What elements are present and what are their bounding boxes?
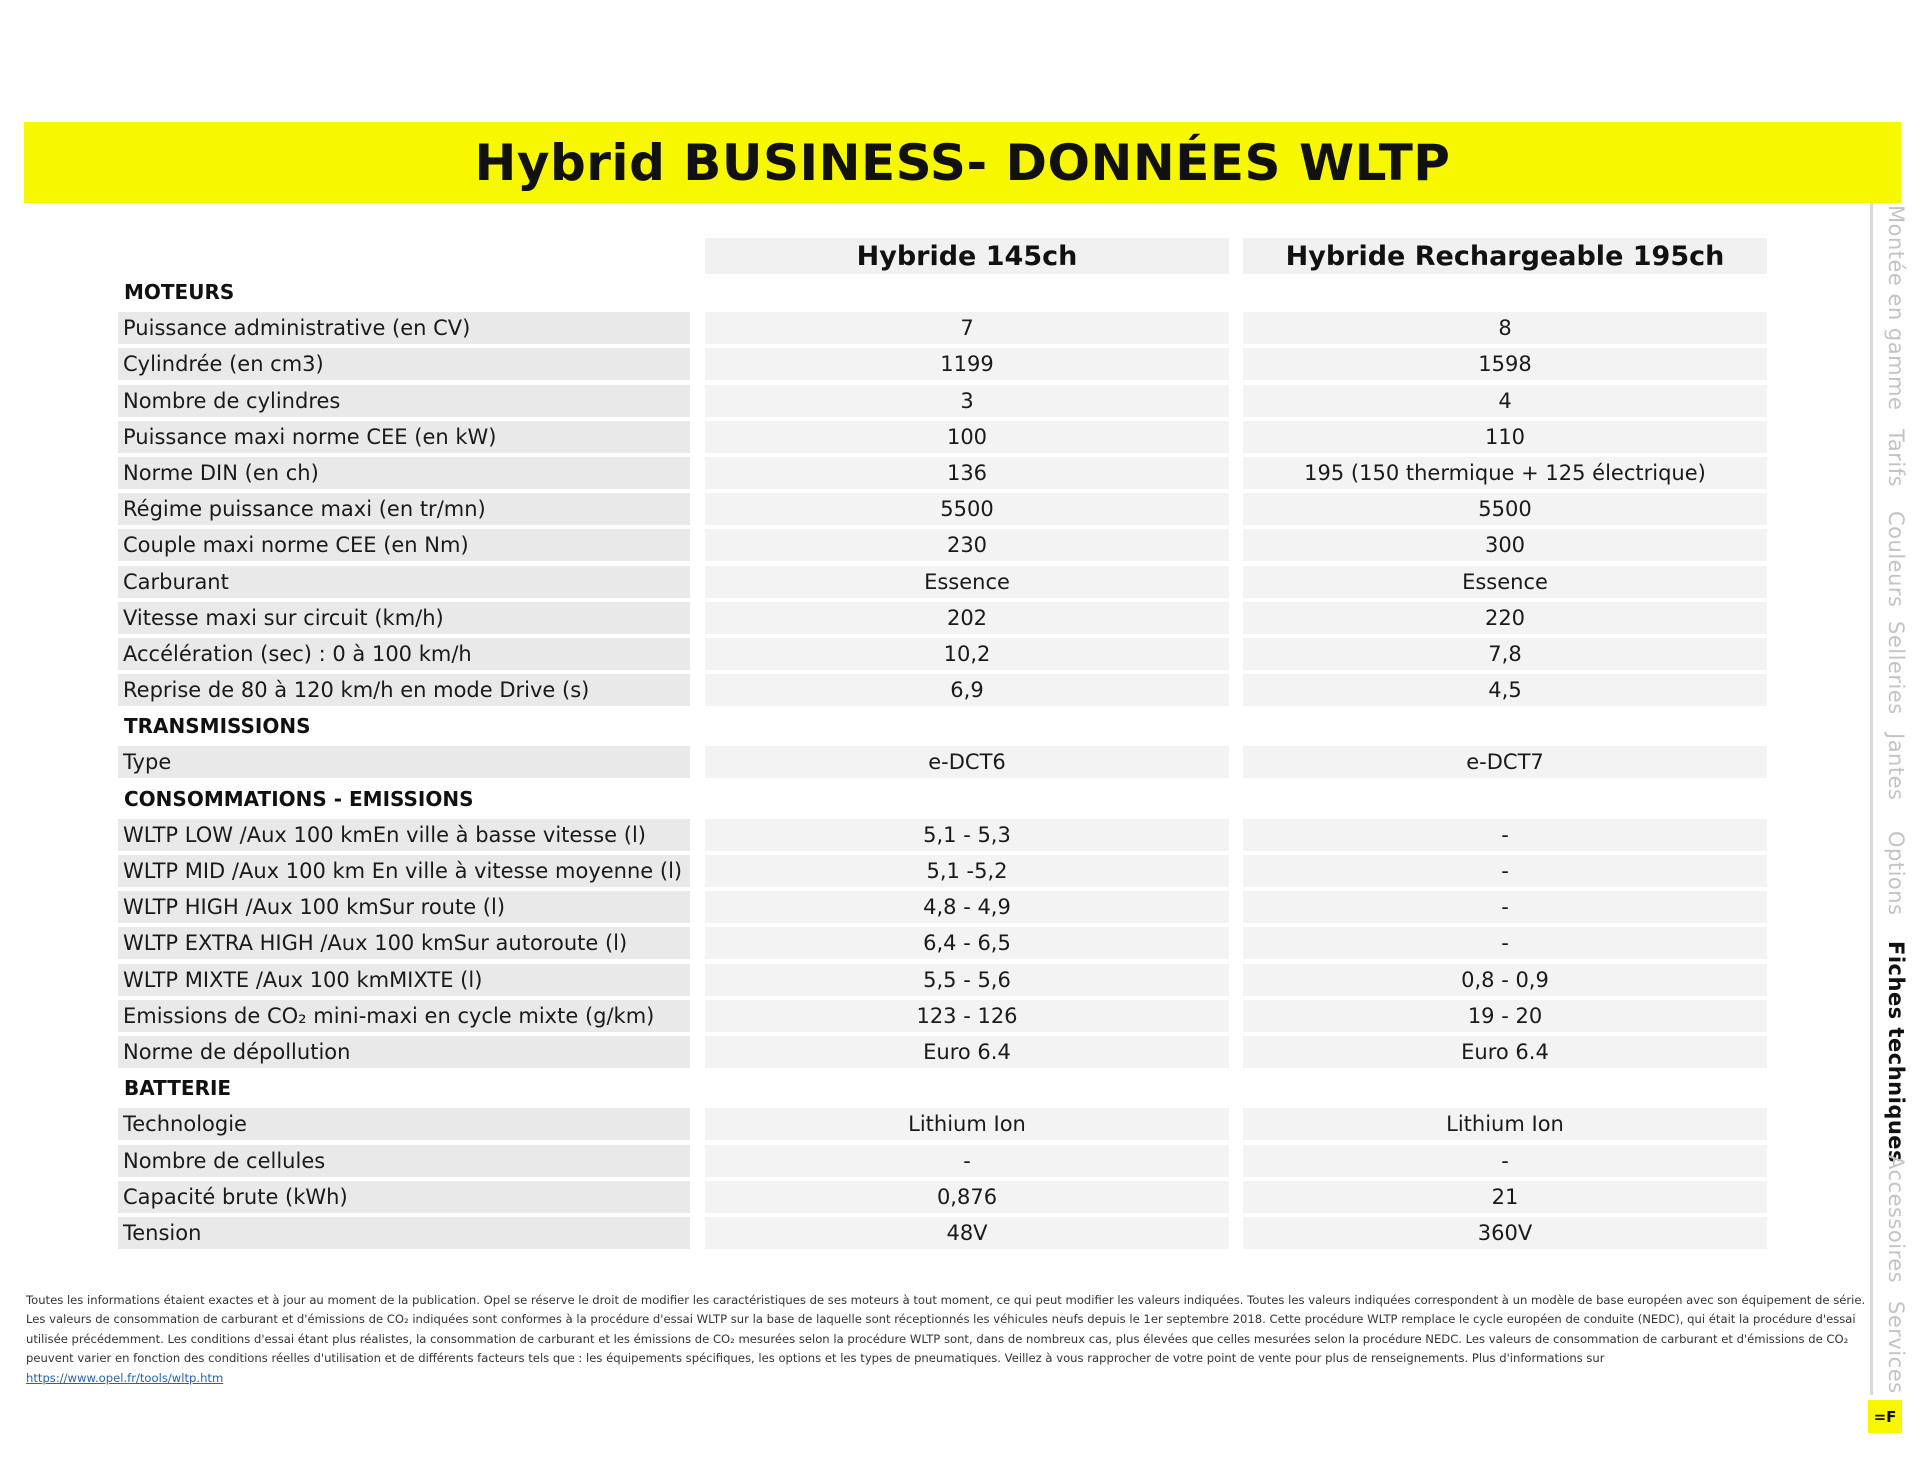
value-hybride-rechargeable-195: 4,5 bbox=[1243, 674, 1767, 706]
value-hybride-rechargeable-195: 300 bbox=[1243, 529, 1767, 561]
table-row bbox=[118, 672, 1768, 708]
table-row bbox=[118, 1034, 1768, 1070]
side-nav-item-selleries[interactable]: Selleries bbox=[1884, 621, 1908, 715]
table-row bbox=[118, 889, 1768, 925]
value-hybride-145: 5500 bbox=[705, 493, 1229, 525]
wltp-info-link[interactable]: https://www.opel.fr/tools/wltp.htm bbox=[26, 1370, 224, 1385]
value-hybride-145: 202 bbox=[705, 602, 1229, 634]
row-label: Carburant bbox=[118, 566, 690, 598]
table-row bbox=[118, 744, 1768, 780]
value-hybride-rechargeable-195: 195 (150 thermique + 125 électrique) bbox=[1243, 457, 1767, 489]
value-hybride-rechargeable-195: Essence bbox=[1243, 566, 1767, 598]
title-banner bbox=[24, 122, 1901, 203]
value-hybride-145: 3 bbox=[705, 385, 1229, 417]
side-nav-item-tarifs[interactable]: Tarifs bbox=[1884, 429, 1908, 488]
row-label: Puissance administrative (en CV) bbox=[118, 312, 690, 344]
table-row bbox=[118, 600, 1768, 636]
value-hybride-rechargeable-195: 4 bbox=[1243, 385, 1767, 417]
value-hybride-145: 7 bbox=[705, 312, 1229, 344]
row-label: Norme de dépollution bbox=[118, 1036, 690, 1068]
table-row bbox=[118, 455, 1768, 491]
value-hybride-rechargeable-195: e-DCT7 bbox=[1243, 746, 1767, 778]
table-row bbox=[118, 419, 1768, 455]
value-hybride-145: 48V bbox=[705, 1217, 1229, 1249]
side-nav-item-fiches-techniques[interactable]: Fiches techniques bbox=[1884, 941, 1908, 1164]
table-row bbox=[118, 962, 1768, 998]
value-hybride-rechargeable-195: 110 bbox=[1243, 421, 1767, 453]
table-row bbox=[118, 310, 1768, 346]
value-hybride-145: 4,8 - 4,9 bbox=[705, 891, 1229, 923]
column-header-hybride-rechargeable-195: Hybride Rechargeable 195ch bbox=[1243, 238, 1767, 274]
value-hybride-145: 230 bbox=[705, 529, 1229, 561]
table-row bbox=[118, 1215, 1768, 1251]
row-label: Reprise de 80 à 120 km/h en mode Drive (s) bbox=[118, 674, 690, 706]
table-row bbox=[118, 346, 1768, 382]
table-row bbox=[118, 925, 1768, 961]
column-header-hybride-145: Hybride 145ch bbox=[705, 238, 1229, 274]
row-label: Cylindrée (en cm3) bbox=[118, 348, 690, 380]
value-hybride-145: 1199 bbox=[705, 348, 1229, 380]
value-hybride-rechargeable-195: - bbox=[1243, 891, 1767, 923]
value-hybride-rechargeable-195: 1598 bbox=[1243, 348, 1767, 380]
value-hybride-145: 100 bbox=[705, 421, 1229, 453]
value-hybride-145: 5,1 - 5,3 bbox=[705, 819, 1229, 851]
row-label: WLTP MID /Aux 100 km En ville à vitesse moyenne (l) bbox=[118, 855, 690, 887]
table-row bbox=[118, 998, 1768, 1034]
value-hybride-145: Euro 6.4 bbox=[705, 1036, 1229, 1068]
page-title: Hybrid BUSINESS- DONNÉES WLTP bbox=[474, 133, 1451, 192]
table-row bbox=[118, 564, 1768, 600]
section-title: TRANSMISSIONS bbox=[124, 714, 311, 739]
row-label: Nombre de cylindres bbox=[118, 385, 690, 417]
value-hybride-rechargeable-195: - bbox=[1243, 855, 1767, 887]
value-hybride-rechargeable-195: - bbox=[1243, 819, 1767, 851]
value-hybride-rechargeable-195: 360V bbox=[1243, 1217, 1767, 1249]
value-hybride-rechargeable-195: 5500 bbox=[1243, 493, 1767, 525]
value-hybride-rechargeable-195: 7,8 bbox=[1243, 638, 1767, 670]
row-label: WLTP HIGH /Aux 100 kmSur route (l) bbox=[118, 891, 690, 923]
section-title: MOTEURS bbox=[124, 280, 235, 304]
section-row bbox=[118, 781, 1768, 817]
section-row bbox=[118, 274, 1768, 310]
value-hybride-rechargeable-195: - bbox=[1243, 1145, 1767, 1177]
value-hybride-145: 136 bbox=[705, 457, 1229, 489]
row-label: WLTP LOW /Aux 100 kmEn ville à basse vitesse (l) bbox=[118, 819, 690, 851]
value-hybride-145: Lithium Ion bbox=[705, 1108, 1229, 1140]
value-hybride-rechargeable-195: 8 bbox=[1243, 312, 1767, 344]
row-label: Nombre de cellules bbox=[118, 1145, 690, 1177]
side-nav-item-options[interactable]: Options bbox=[1884, 831, 1908, 916]
side-nav-item-mont-e-en-gamme[interactable]: Montée en gamme bbox=[1884, 205, 1908, 411]
value-hybride-145: 6,9 bbox=[705, 674, 1229, 706]
row-label: Norme DIN (en ch) bbox=[118, 457, 690, 489]
table-row bbox=[118, 853, 1768, 889]
table-row bbox=[118, 1179, 1768, 1215]
section-row bbox=[118, 1070, 1768, 1106]
side-nav-item-couleurs[interactable]: Couleurs bbox=[1884, 511, 1908, 608]
table-row bbox=[118, 817, 1768, 853]
value-hybride-145: e-DCT6 bbox=[705, 746, 1229, 778]
value-hybride-145: - bbox=[705, 1145, 1229, 1177]
row-label: Accélération (sec) : 0 à 100 km/h bbox=[118, 638, 690, 670]
value-hybride-rechargeable-195: 19 - 20 bbox=[1243, 1000, 1767, 1032]
row-label: Capacité brute (kWh) bbox=[118, 1181, 690, 1213]
row-label: Puissance maxi norme CEE (en kW) bbox=[118, 421, 690, 453]
table-row bbox=[118, 527, 1768, 563]
side-navigation bbox=[1870, 203, 1920, 1403]
value-hybride-rechargeable-195: Lithium Ion bbox=[1243, 1108, 1767, 1140]
side-nav-divider bbox=[1870, 203, 1873, 1395]
spec-table bbox=[118, 274, 1768, 1251]
section-row bbox=[118, 708, 1768, 744]
value-hybride-rechargeable-195: - bbox=[1243, 927, 1767, 959]
table-row bbox=[118, 636, 1768, 672]
row-label: Couple maxi norme CEE (en Nm) bbox=[118, 529, 690, 561]
value-hybride-145: 0,876 bbox=[705, 1181, 1229, 1213]
row-label: Type bbox=[118, 746, 690, 778]
table-row bbox=[118, 491, 1768, 527]
value-hybride-145: Essence bbox=[705, 566, 1229, 598]
table-row bbox=[118, 1143, 1768, 1179]
row-label: Technologie bbox=[118, 1108, 690, 1140]
row-label: Régime puissance maxi (en tr/mn) bbox=[118, 493, 690, 525]
side-nav-item-jantes[interactable]: Jantes bbox=[1884, 733, 1908, 801]
value-hybride-rechargeable-195: 21 bbox=[1243, 1181, 1767, 1213]
side-nav-item-accessoires[interactable]: Accessoires bbox=[1884, 1155, 1908, 1284]
table-row bbox=[118, 1106, 1768, 1142]
row-label: Vitesse maxi sur circuit (km/h) bbox=[118, 602, 690, 634]
footnote bbox=[26, 1291, 1866, 1388]
side-nav-item-services[interactable]: Services bbox=[1884, 1301, 1908, 1394]
value-hybride-rechargeable-195: 0,8 - 0,9 bbox=[1243, 964, 1767, 996]
section-title: BATTERIE bbox=[124, 1076, 232, 1101]
table-row bbox=[118, 383, 1768, 419]
side-tab-marker[interactable]: =F bbox=[1868, 1400, 1902, 1433]
row-label: Emissions de CO₂ mini-maxi en cycle mixte (g/km) bbox=[118, 1000, 690, 1032]
footnote-text: Toutes les informations étaient exactes et à jour au moment de la publication. Opel se réserve le droit de modifier les caractéristiques de ses moteurs à tout moment, ce qui peut modifier les valeurs indiquées. Toutes les valeurs indiquées correspondent à un modèle de base européen avec son équipement de série. Les valeurs de consommation de carburant et d'émissions de CO₂ indiquées sont conformes à la procédure d'essai WLTP sur la base de laquelle sont réceptionnés les véhicules neufs depuis le 1er septembre 2018. Cette procédure WLTP remplace le cycle européen de conduite (NEDC), qui était la procédure d'essai utilisée précédemment. Les conditions d'essai étant plus réalistes, la consommation de carburant et les émissions de CO₂ mesurées selon la procédure WLTP sont, dans de nombreux cas, plus élevées que celles mesurées selon la procédure NEDC. Les valeurs de consommation de carburant et d'émissions de CO₂ peuvent varier en fonction des conditions réelles d'utilisation et de différents facteurs tels que : les équipements spécifiques, les options et les types de pneumatiques. Veillez à vous rapprocher de votre point de vente pour plus de renseignements. Plus d'informations sur bbox=[26, 1293, 1866, 1366]
value-hybride-145: 5,5 - 5,6 bbox=[705, 964, 1229, 996]
row-label: WLTP MIXTE /Aux 100 kmMIXTE (l) bbox=[118, 964, 690, 996]
value-hybride-145: 10,2 bbox=[705, 638, 1229, 670]
value-hybride-145: 5,1 -5,2 bbox=[705, 855, 1229, 887]
value-hybride-rechargeable-195: Euro 6.4 bbox=[1243, 1036, 1767, 1068]
value-hybride-rechargeable-195: 220 bbox=[1243, 602, 1767, 634]
row-label: Tension bbox=[118, 1217, 690, 1249]
section-title: CONSOMMATIONS - EMISSIONS bbox=[124, 786, 474, 811]
value-hybride-145: 123 - 126 bbox=[705, 1000, 1229, 1032]
row-label: WLTP EXTRA HIGH /Aux 100 kmSur autoroute (l) bbox=[118, 927, 690, 959]
value-hybride-145: 6,4 - 6,5 bbox=[705, 927, 1229, 959]
